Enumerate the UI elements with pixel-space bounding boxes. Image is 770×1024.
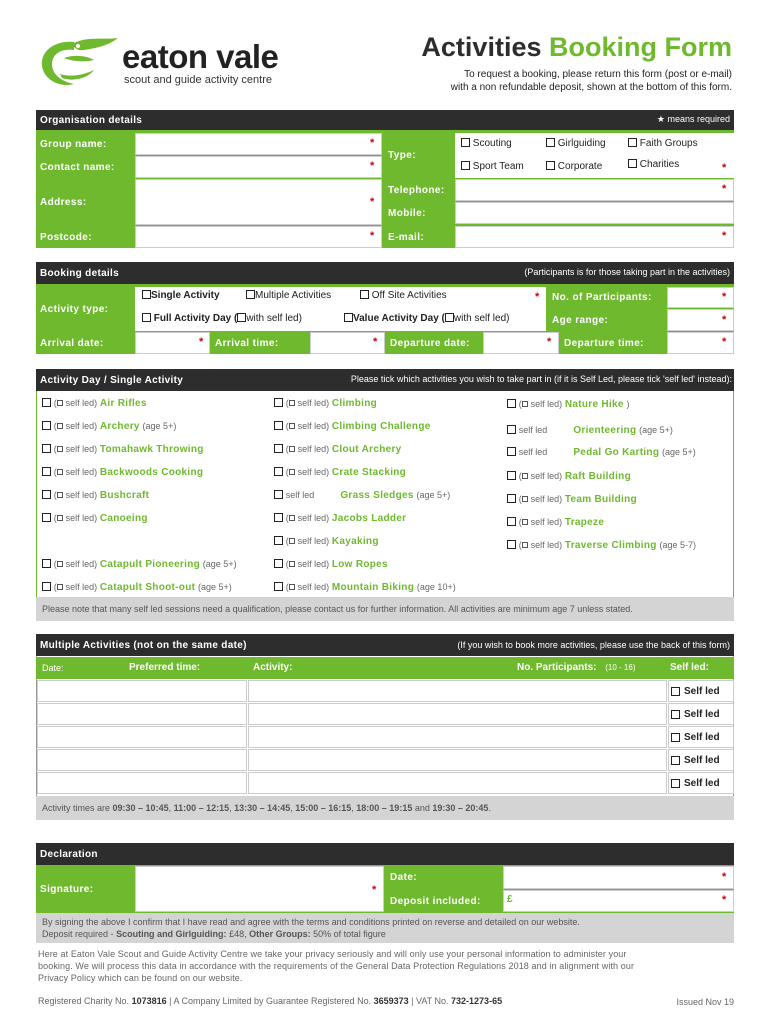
form-title-part2: Booking Form <box>549 32 732 62</box>
checkbox-icon[interactable] <box>274 467 283 476</box>
brand-tagline: scout and guide activity centre <box>124 74 272 86</box>
form-title-part1: Activities <box>421 32 542 62</box>
value-day-option[interactable] <box>344 313 509 324</box>
type-charities[interactable] <box>628 159 679 170</box>
required-star: * <box>722 183 727 195</box>
activity-option[interactable]: ( self led) Bushcraft <box>42 490 149 501</box>
required-note <box>657 114 730 125</box>
self-led-label: self led) <box>530 494 563 504</box>
self-led-checkbox-icon[interactable] <box>289 538 295 544</box>
activity-option[interactable]: ( self led) Traverse Climbing (age 5-7) <box>507 540 696 551</box>
activity-age: (age 5+) <box>202 559 237 569</box>
privacy-line2: booking. We will process this data in accordance with the requirements of the General Data Protection Regulations 2018 and in alignment with our <box>38 961 635 971</box>
type-corporate-label: Corporate <box>557 161 603 172</box>
self-led-checkbox-icon[interactable] <box>57 423 63 429</box>
self-led-label: self led) <box>297 421 330 431</box>
type-faith-groups[interactable] <box>628 138 698 149</box>
multi-self-led-cell[interactable] <box>668 749 734 771</box>
signature-field[interactable] <box>135 866 384 912</box>
activity-option[interactable]: ( self led) Canoeing <box>42 513 148 524</box>
mobile-label: Mobile: <box>388 207 426 219</box>
time-slot-5: 18:00 – 19:15 <box>356 803 413 813</box>
time-slot-6: 19:30 – 20:45 <box>432 803 489 813</box>
self-led-checkbox-icon[interactable] <box>57 515 63 521</box>
activity-name: Tomahawk Throwing <box>99 444 204 455</box>
self-led-label: self led) <box>297 582 330 592</box>
multi-self-led-cell[interactable] <box>668 680 734 702</box>
self-led-label: self led) <box>65 582 98 592</box>
participants-label: No. of Participants: <box>552 292 652 303</box>
mobile-field[interactable] <box>455 202 734 224</box>
activity-name: Crate Stacking <box>331 467 407 478</box>
multi-activity-field[interactable] <box>248 749 667 771</box>
activities-note: Please tick which activities you wish to take part in (if it is Self Led, please tick 'self led' instead): <box>350 374 732 384</box>
currency-symbol: £ <box>507 894 513 905</box>
required-star: * <box>199 336 204 348</box>
privacy-text <box>38 948 738 984</box>
star-icon: ★ <box>656 114 668 124</box>
activity-name: Jacobs Ladder <box>331 513 407 524</box>
multi-hdr-self-led: Self led: <box>670 662 709 673</box>
multi-self-led-cell[interactable] <box>668 772 734 794</box>
self-led-label: self led) <box>65 490 98 500</box>
checkbox-icon[interactable] <box>507 540 516 549</box>
multi-title: Multiple Activities (not on the same date) <box>40 639 247 651</box>
multi-hdr-time: Preferred time: <box>129 662 201 673</box>
activities-title: Activity Day / Single Activity <box>40 374 184 386</box>
intro-line1: To request a booking, please return this form (post or e-mail) <box>464 69 732 80</box>
multiple-activities-option[interactable] <box>246 290 331 301</box>
checkbox-icon[interactable] <box>671 733 680 742</box>
departure-time-label: Departure time: <box>564 337 644 349</box>
activity-option[interactable]: ( self led) Trapeze <box>507 517 604 528</box>
checkbox-icon[interactable] <box>507 517 516 526</box>
activity-option[interactable]: ( self led) Raft Building <box>507 471 631 482</box>
multi-hdr-activity: Activity: <box>253 662 293 673</box>
vat-number: 732-1273-65 <box>451 996 503 1006</box>
agree-text: By signing the above I confirm that I have read and agree with the terms and conditions printed on reverse and detailed on our website. <box>42 917 580 927</box>
activity-option[interactable]: ( self led) Crate Stacking <box>274 467 406 478</box>
required-star: * <box>370 196 375 208</box>
self-led-label: self led) <box>65 398 98 408</box>
type-girlguiding[interactable] <box>546 138 606 149</box>
activity-age: (age 5+) <box>142 421 177 431</box>
self-led-checkbox-icon[interactable] <box>289 400 295 406</box>
self-led-checkbox-icon[interactable] <box>522 496 528 502</box>
activity-name: Climbing Challenge <box>331 421 431 432</box>
activity-option[interactable]: ( self led) Backwoods Cooking <box>42 467 203 478</box>
self-led-label: self led) <box>65 467 98 477</box>
activity-option[interactable] <box>274 490 450 501</box>
multi-date-field[interactable] <box>37 726 247 748</box>
decl-date-label: Date: <box>390 872 418 883</box>
checkbox-icon[interactable] <box>42 582 51 591</box>
activity-option[interactable]: ( self led) Jacobs Ladder <box>274 513 406 524</box>
type-faith-groups-label: Faith Groups <box>639 138 698 149</box>
multi-date-field[interactable] <box>37 703 247 725</box>
activity-name: Backwoods Cooking <box>99 467 204 478</box>
time-slot-2: 11:00 – 12:15 <box>173 803 230 813</box>
required-star: * <box>722 230 727 242</box>
checkbox-icon[interactable] <box>671 779 680 788</box>
activity-name: Catapult Shoot-out <box>99 582 196 593</box>
self-led-label: self led) <box>530 540 563 550</box>
group-name-field[interactable] <box>135 133 382 155</box>
age-range-label: Age range: <box>552 314 609 326</box>
multi-date-field[interactable] <box>37 772 247 794</box>
full-day-label: Full Activity Day ( <box>153 313 238 324</box>
deposit-req-label: Deposit required - <box>42 929 114 939</box>
checkbox-icon[interactable] <box>546 138 555 147</box>
activity-name: Bushcraft <box>99 490 150 501</box>
activity-name: Canoeing <box>99 513 148 524</box>
checkbox-icon[interactable] <box>42 559 51 568</box>
privacy-line1: Here at Eaton Vale Scout and Guide Activity Centre we take your privacy seriously and will only use your personal information to administer your <box>38 949 627 959</box>
self-led-label: self led) <box>530 517 563 527</box>
multi-note: (If you wish to book more activities, please use the back of this form) <box>457 640 730 650</box>
checkbox-icon[interactable] <box>546 161 555 170</box>
multi-self-led-label: Self led <box>684 708 720 720</box>
checkbox-icon[interactable] <box>461 138 470 147</box>
charity-number: 1073816 <box>131 996 167 1006</box>
type-label: Type: <box>388 150 416 161</box>
checkbox-icon[interactable] <box>246 290 255 299</box>
self-led-checkbox-icon[interactable] <box>289 469 295 475</box>
required-star: * <box>547 336 552 348</box>
required-star: * <box>373 336 378 348</box>
multi-self-led-label: Self led <box>684 777 720 789</box>
self-led-checkbox-icon[interactable] <box>522 542 528 548</box>
org-title: Organisation details <box>40 114 143 126</box>
multi-date-field[interactable] <box>37 749 247 771</box>
value-day-self-led: with self led) <box>453 313 510 324</box>
company-number: 3659373 <box>373 996 409 1006</box>
self-led-label: self led) <box>530 471 563 481</box>
type-scouting-label: Scouting <box>472 138 512 149</box>
activity-name: Kayaking <box>331 536 379 547</box>
self-led-label: self led) <box>297 513 330 523</box>
checkbox-icon[interactable] <box>274 582 283 591</box>
postcode-field[interactable] <box>135 226 382 248</box>
signature-label: Signature: <box>40 883 94 895</box>
multi-activity-field[interactable] <box>248 726 667 748</box>
contact-name-label: Contact name: <box>40 161 115 173</box>
self-led-label: self led) <box>65 513 98 523</box>
deposit-label: Deposit included: <box>390 895 481 907</box>
times-prefix: Activity times are <box>42 803 111 813</box>
checkbox-icon[interactable] <box>628 138 637 147</box>
telephone-label: Telephone: <box>388 184 445 196</box>
activity-name: Nature Hike <box>564 399 624 410</box>
type-sport-team-label: Sport Team <box>472 161 524 172</box>
required-star: * <box>722 291 727 303</box>
self-led-checkbox-icon[interactable] <box>57 400 63 406</box>
multi-self-led-label: Self led <box>684 731 720 743</box>
activity-option[interactable]: ( self led) Nature Hike ) <box>507 399 630 410</box>
self-led-label: self led) <box>297 444 330 454</box>
required-star: * <box>722 894 727 906</box>
charity-label: Registered Charity No. <box>38 996 130 1006</box>
multi-activity-field[interactable] <box>248 703 667 725</box>
activity-name: Catapult Pioneering <box>99 559 201 570</box>
activity-option[interactable]: ( self led) Clout Archery <box>274 444 402 455</box>
activity-option[interactable]: ( self led) Team Building <box>507 494 637 505</box>
scouting-girlguiding: Scouting and Girlguiding: <box>116 929 227 939</box>
checkbox-icon[interactable] <box>274 559 283 568</box>
checkbox-icon[interactable] <box>142 290 151 299</box>
value-day-label: Value Activity Day ( <box>353 313 445 324</box>
full-day-option[interactable] <box>142 313 302 324</box>
activity-name: Air Rifles <box>99 398 147 409</box>
checkbox-icon[interactable] <box>42 444 51 453</box>
checkbox-icon[interactable] <box>142 313 151 322</box>
checkbox-icon[interactable] <box>42 490 51 499</box>
multi-hdr-participants <box>517 662 635 673</box>
address-label: Address: <box>40 196 87 208</box>
activity-type-label: Activity type: <box>40 303 109 315</box>
activity-name: Raft Building <box>564 471 631 482</box>
checkbox-icon[interactable] <box>274 490 283 499</box>
multi-date-field[interactable] <box>37 680 247 702</box>
activity-name: Grass Sledges <box>340 490 414 501</box>
type-corporate[interactable] <box>546 161 602 172</box>
self-led-label: self led) <box>297 536 330 546</box>
time-slot-1: 09:30 – 10:45 <box>112 803 169 813</box>
required-star: * <box>370 230 375 242</box>
activity-option[interactable]: ( self led) Tomahawk Throwing <box>42 444 204 455</box>
activity-age: (age 5-7) <box>659 540 696 550</box>
contact-name-field[interactable] <box>135 156 382 178</box>
type-sport-team[interactable] <box>461 161 524 172</box>
times-and: and <box>414 803 430 813</box>
activity-option[interactable]: ( self led) Catapult Shoot-out (age 5+) <box>42 582 232 593</box>
activity-option[interactable]: ( self led) Low Ropes <box>274 559 388 570</box>
activity-name: Clout Archery <box>331 444 402 455</box>
activity-option[interactable]: ( self led) Catapult Pioneering (age 5+) <box>42 559 237 570</box>
self-led-label: self led) <box>297 559 330 569</box>
self-led-label: self led <box>285 490 315 500</box>
footer-registration <box>38 996 502 1006</box>
multi-self-led-label: Self led <box>684 685 720 697</box>
checkbox-icon[interactable] <box>42 398 51 407</box>
checkbox-icon[interactable] <box>42 513 51 522</box>
self-led-checkbox-icon[interactable] <box>57 469 63 475</box>
checkbox-icon[interactable] <box>274 536 283 545</box>
required-star: * <box>370 160 375 172</box>
amount-1: £48, <box>229 929 247 939</box>
activity-option[interactable]: ( self led) Climbing Challenge <box>274 421 431 432</box>
checkbox-icon[interactable] <box>461 161 470 170</box>
checkbox-icon[interactable] <box>274 421 283 430</box>
multi-activity-field[interactable] <box>248 680 667 702</box>
checkbox-icon[interactable] <box>507 447 516 456</box>
self-led-label: self led) <box>65 559 98 569</box>
declaration-title: Declaration <box>40 848 98 860</box>
activity-option[interactable]: ( self led) Archery (age 5+) <box>42 421 176 432</box>
activity-name: Team Building <box>564 494 637 505</box>
checkbox-icon[interactable] <box>42 467 51 476</box>
required-star: * <box>722 336 727 348</box>
time-slot-3: 13:30 – 14:45 <box>234 803 291 813</box>
activity-name: Mountain Biking <box>331 582 415 593</box>
full-day-self-led: with self led) <box>246 313 302 324</box>
self-led-label: self led) <box>65 444 98 454</box>
declaration-header <box>36 843 734 865</box>
checkbox-icon[interactable] <box>42 421 51 430</box>
checkbox-icon[interactable] <box>274 444 283 453</box>
multi-self-led-cell[interactable] <box>668 703 734 725</box>
dragon-logo-icon <box>34 34 124 94</box>
checkbox-icon[interactable] <box>237 313 246 322</box>
arrival-date-label: Arrival date: <box>40 337 104 349</box>
activity-option[interactable]: ( self led) Kayaking <box>274 536 379 547</box>
required-star: * <box>535 291 540 303</box>
type-charities-label: Charities <box>639 159 680 170</box>
self-led-label: self led <box>518 425 548 435</box>
booking-note: (Participants is for those taking part in the activities) <box>524 267 730 277</box>
activity-age: (age 5+) <box>639 425 673 435</box>
self-led-label: self led) <box>65 421 98 431</box>
activity-name: Orienteering <box>573 425 637 436</box>
activities-footer-text: Please note that many self led sessions need a qualification, please contact us for further information. All activities are minimum age 7 unless stated. <box>42 604 633 614</box>
single-activity-option[interactable] <box>142 290 220 301</box>
self-led-checkbox-icon[interactable] <box>522 473 528 479</box>
logo <box>34 34 124 94</box>
multi-hdr-date: Date: <box>42 663 64 673</box>
checkbox-icon[interactable] <box>507 494 516 503</box>
checkbox-icon[interactable] <box>274 398 283 407</box>
activity-age: ) <box>626 399 630 409</box>
checkbox-icon[interactable] <box>671 687 680 696</box>
checkbox-icon[interactable] <box>507 425 516 434</box>
required-star: * <box>722 871 727 883</box>
activities-footer-note <box>36 597 734 621</box>
activity-option[interactable]: ( self led) Air Rifles <box>42 398 147 409</box>
multi-self-led-cell[interactable] <box>668 726 734 748</box>
company-label: | A Company Limited by Guarantee Registered No. <box>169 996 372 1006</box>
checkbox-icon[interactable] <box>344 313 353 322</box>
checkbox-icon[interactable] <box>671 710 680 719</box>
multi-times: Activity times are 09:30 – 10:45 , 11:00 – 12:15 , 13:30 – 14:45 , 15:00 – 16:15 , 18:00 – 19:15 and 19:30 – 20:45 . <box>36 796 734 820</box>
email-field[interactable] <box>455 226 734 248</box>
required-star: * <box>370 137 375 149</box>
declaration-terms <box>36 913 734 943</box>
activity-option[interactable]: ( self led) Mountain Biking (age 10+) <box>274 582 456 593</box>
booking-title: Booking details <box>40 267 119 279</box>
checkbox-icon[interactable] <box>445 313 454 322</box>
required-star: * <box>372 884 377 896</box>
checkbox-icon[interactable] <box>507 471 516 480</box>
self-led-label: self led) <box>530 399 563 409</box>
postcode-label: Postcode: <box>40 231 92 243</box>
multiple-activities-label: Multiple Activities <box>255 290 332 301</box>
activity-name: Traverse Climbing <box>564 540 657 551</box>
self-led-checkbox-icon[interactable] <box>289 446 295 452</box>
checkbox-icon[interactable] <box>628 159 637 168</box>
activity-age: (age 5+) <box>416 490 451 500</box>
activity-name: Low Ropes <box>331 559 388 570</box>
intro-line2: with a non refundable deposit, shown at the bottom of this form. <box>450 82 732 93</box>
checkbox-icon[interactable] <box>507 399 516 408</box>
brand-name: eaton vale <box>122 38 279 75</box>
activity-name: Trapeze <box>564 517 605 528</box>
single-activity-label: Single Activity <box>151 290 220 301</box>
self-led-checkbox-icon[interactable] <box>57 446 63 452</box>
issued-date: Issued Nov 19 <box>676 997 734 1007</box>
activity-age: (age 5+) <box>198 582 232 592</box>
offsite-label: Off Site Activities <box>371 290 447 301</box>
address-field[interactable] <box>135 179 382 225</box>
group-name-label: Group name: <box>40 138 107 150</box>
self-led-checkbox-icon[interactable] <box>522 401 528 407</box>
activity-age: (age 10+) <box>416 582 456 592</box>
activity-age: (age 5+) <box>662 447 696 457</box>
self-led-checkbox-icon[interactable] <box>289 423 295 429</box>
required-star: * <box>722 162 727 174</box>
activity-name: Climbing <box>331 398 378 409</box>
multi-self-led-label: Self led <box>684 754 720 766</box>
type-scouting[interactable] <box>461 138 512 149</box>
activity-option[interactable]: ( self led) Climbing <box>274 398 377 409</box>
other-groups: Other Groups: <box>249 929 311 939</box>
self-led-checkbox-icon[interactable] <box>522 519 528 525</box>
self-led-checkbox-icon[interactable] <box>57 561 63 567</box>
deposit-field[interactable] <box>503 890 734 912</box>
type-girlguiding-label: Girlguiding <box>557 138 606 149</box>
telephone-field[interactable] <box>455 179 734 201</box>
time-slot-4: 15:00 – 16:15 <box>295 803 352 813</box>
self-led-label: self led <box>518 447 548 457</box>
self-led-checkbox-icon[interactable] <box>57 584 63 590</box>
offsite-option[interactable] <box>360 290 447 301</box>
arrival-time-label: Arrival time: <box>215 337 279 349</box>
checkbox-icon[interactable] <box>671 756 680 765</box>
self-led-checkbox-icon[interactable] <box>57 492 63 498</box>
checkbox-icon[interactable] <box>274 513 283 522</box>
activity-option[interactable] <box>507 447 696 458</box>
self-led-label: self led) <box>297 398 330 408</box>
form-title <box>421 32 732 63</box>
activity-name: Archery <box>99 421 140 432</box>
amount-2: 50% of total figure <box>313 929 386 939</box>
self-led-checkbox-icon[interactable] <box>289 584 295 590</box>
multi-activity-field[interactable] <box>248 772 667 794</box>
self-led-checkbox-icon[interactable] <box>289 561 295 567</box>
multi-hdr-participants-label: No. Participants: <box>517 662 597 673</box>
required-star: * <box>722 314 727 326</box>
departure-date-label: Departure date: <box>390 337 470 349</box>
self-led-checkbox-icon[interactable] <box>289 515 295 521</box>
org-header <box>36 110 734 130</box>
vat-label: | VAT No. <box>411 996 449 1006</box>
privacy-line3: Privacy Policy which can be found on our website. <box>38 973 243 983</box>
self-led-label: self led) <box>297 467 330 477</box>
activity-option[interactable] <box>507 425 673 436</box>
activity-name: Pedal Go Karting <box>573 447 660 458</box>
checkbox-icon[interactable] <box>360 290 369 299</box>
deposit-required <box>42 928 728 940</box>
decl-date-field[interactable] <box>503 866 734 889</box>
multi-hdr-range: (10 - 16) <box>605 663 636 672</box>
required-note-text: means required <box>667 114 730 124</box>
email-label: E-mail: <box>388 231 425 243</box>
